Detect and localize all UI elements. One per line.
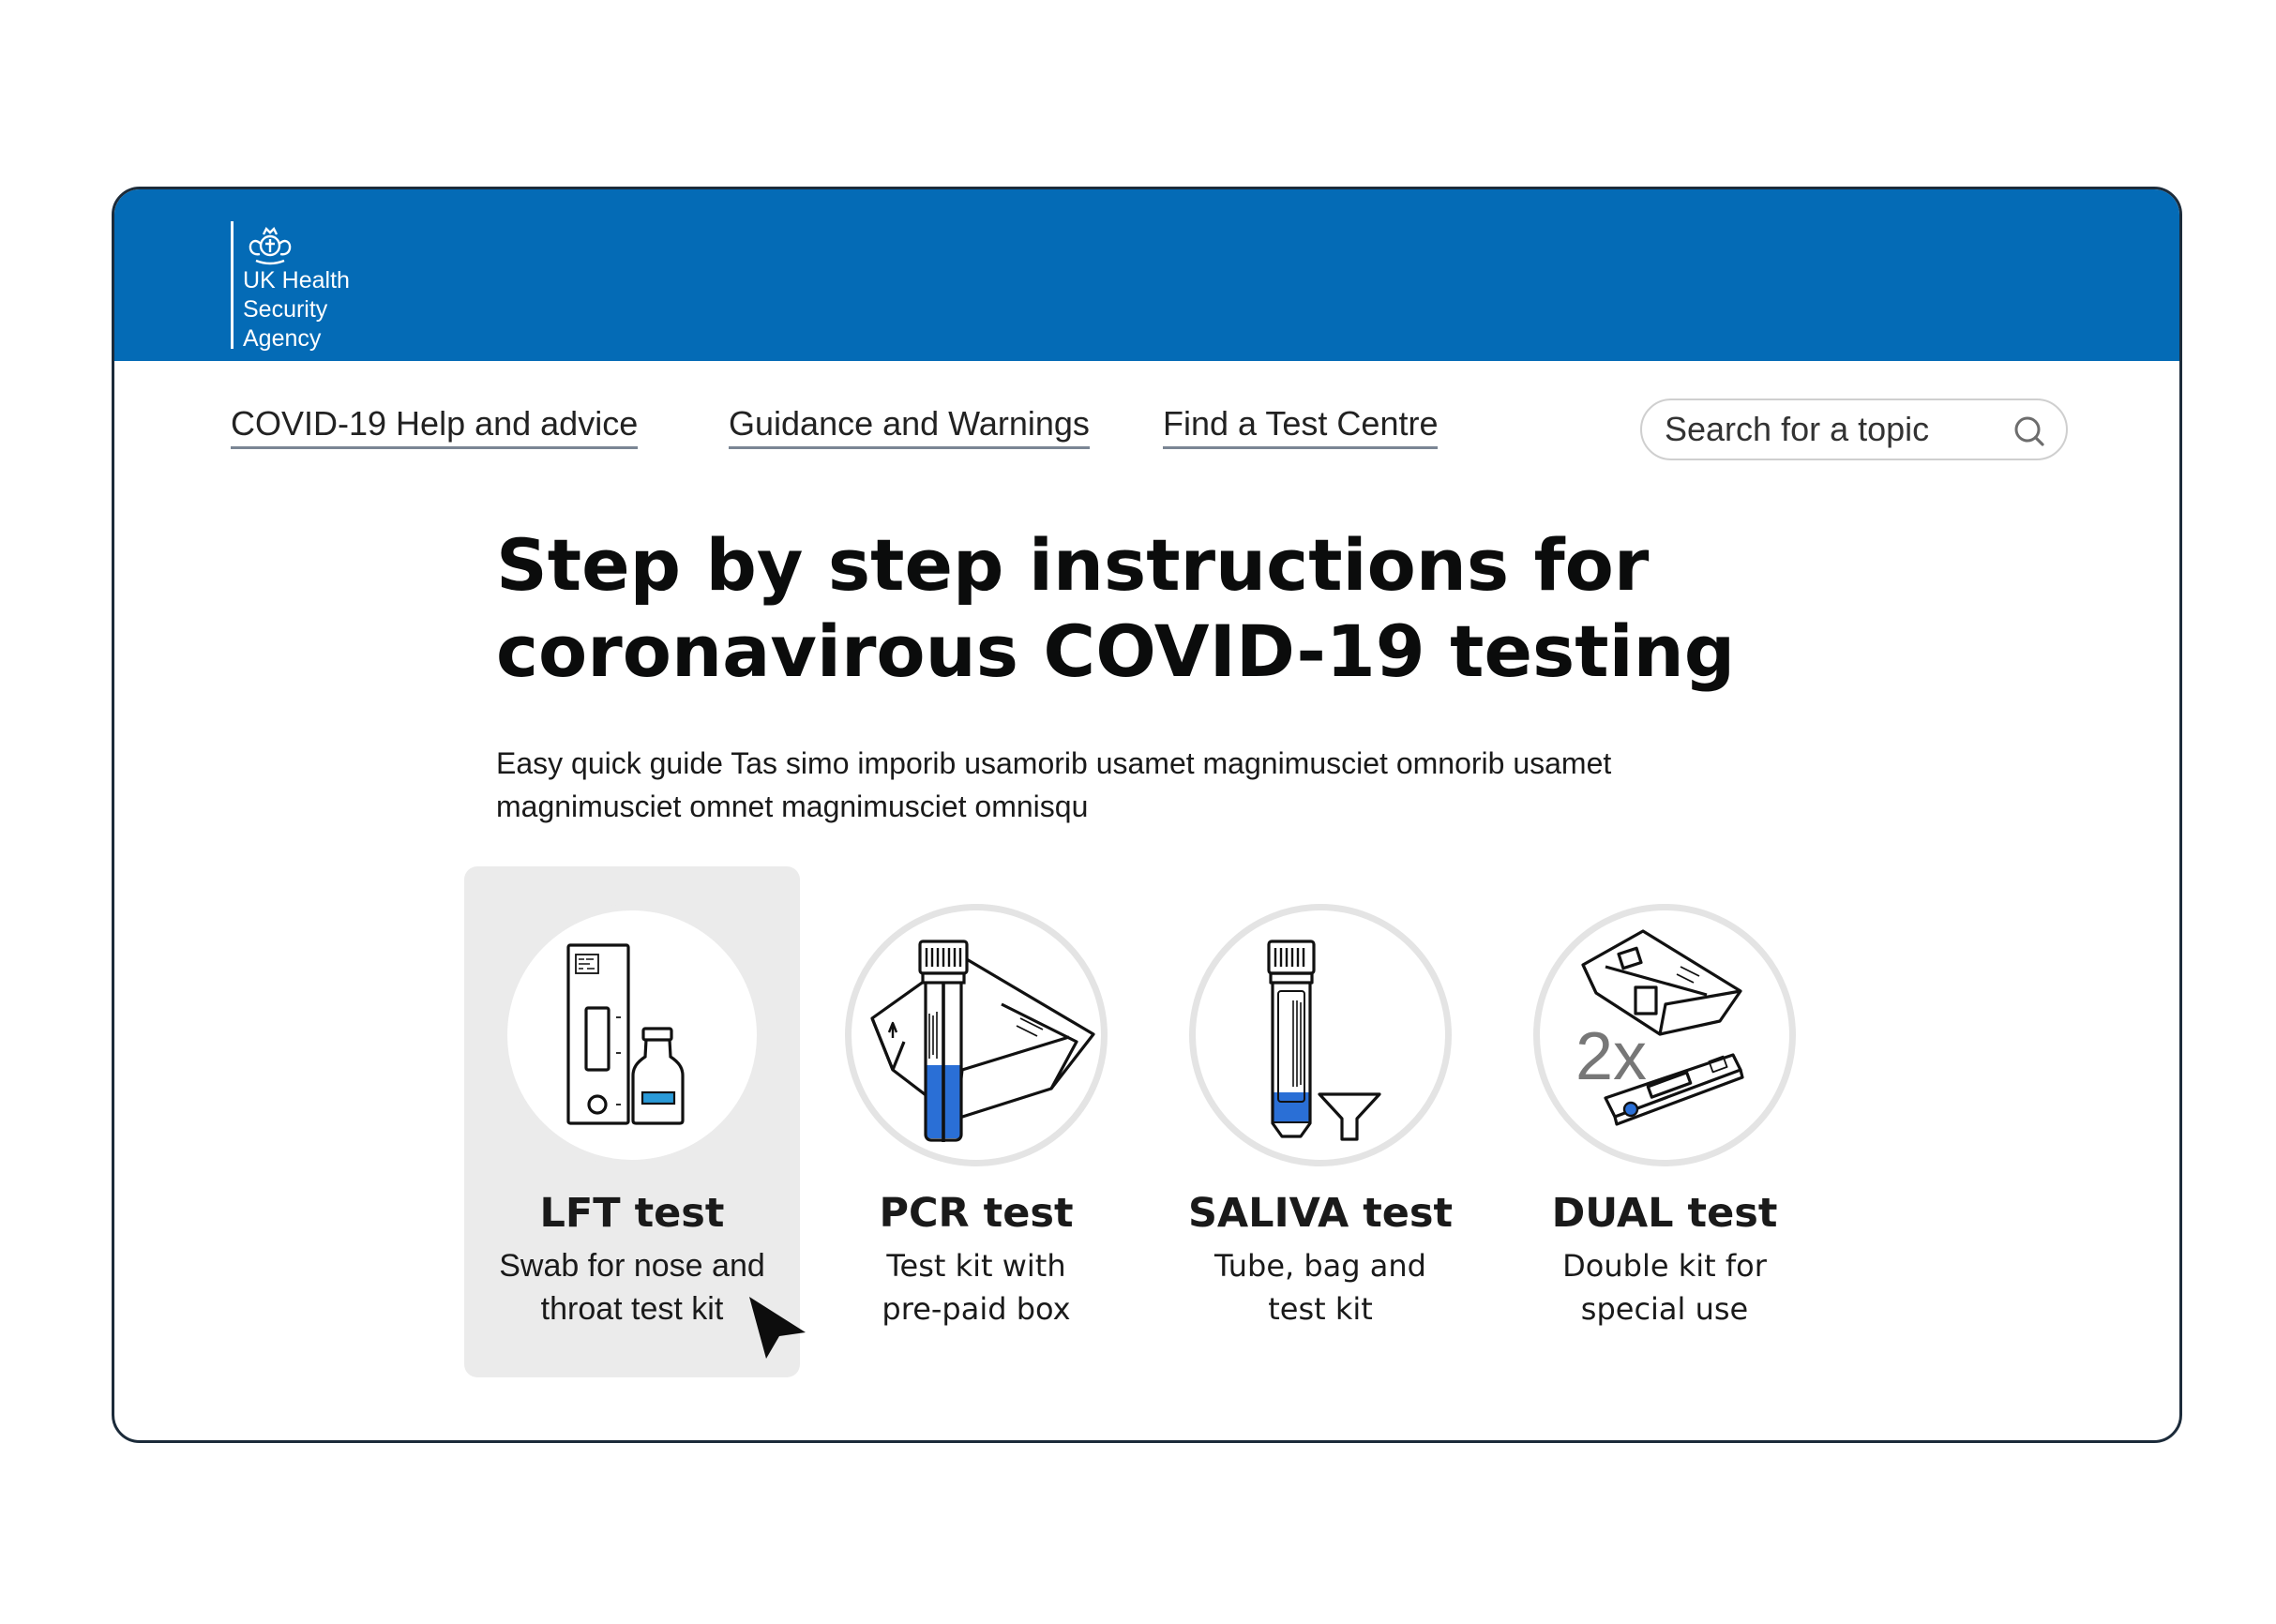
test-card-saliva[interactable] xyxy=(1153,866,1488,1377)
nav-link-guidance[interactable]: Guidance and Warnings xyxy=(729,404,1090,449)
test-card-description xyxy=(808,1244,1144,1331)
saliva-kit-icon xyxy=(1196,910,1445,1160)
test-card-description xyxy=(1497,1244,1832,1331)
test-card-pcr[interactable] xyxy=(808,866,1144,1377)
lft-kit-icon xyxy=(507,910,757,1160)
search-box xyxy=(1640,398,2068,460)
test-card-title: LFT test xyxy=(539,1190,725,1237)
ukhsa-logo[interactable] xyxy=(231,221,384,352)
intro-text xyxy=(496,742,1809,828)
test-card-image xyxy=(845,904,1108,1166)
dual-kit-icon xyxy=(1540,910,1789,1160)
test-card-description-line: Tube, bag and xyxy=(1214,1248,1426,1284)
test-card-image xyxy=(1189,904,1452,1166)
browser-window xyxy=(112,187,2182,1443)
test-card-description-line: Test kit with xyxy=(886,1248,1066,1284)
nav-link-covid-help[interactable]: COVID-19 Help and advice xyxy=(231,404,638,449)
test-card-title: DUAL test xyxy=(1551,1190,1778,1237)
test-card-description xyxy=(1153,1244,1488,1331)
page-title xyxy=(496,522,1903,695)
pcr-kit-icon xyxy=(852,910,1101,1160)
test-card-description-line: special use xyxy=(1580,1291,1749,1327)
logo-line: Agency xyxy=(243,325,322,352)
test-card-description-line: Swab for nose and xyxy=(499,1248,765,1284)
test-card-image xyxy=(1533,904,1796,1166)
logo-line: UK Health xyxy=(243,267,350,293)
test-card-description-line: pre-paid box xyxy=(882,1291,1071,1327)
test-card-description-line: test kit xyxy=(1268,1291,1373,1327)
test-card-image xyxy=(501,904,763,1166)
page-title-line: Step by step instructions for xyxy=(496,523,1650,607)
test-card-title: PCR test xyxy=(879,1190,1074,1237)
test-card-description-line: Double kit for xyxy=(1562,1248,1767,1284)
test-card-title: SALIVA test xyxy=(1187,1190,1454,1237)
test-card-dual[interactable] xyxy=(1497,866,1832,1377)
site-header xyxy=(114,189,2179,361)
main-navigation xyxy=(114,361,2179,483)
mouse-pointer-icon xyxy=(746,1293,809,1361)
intro-line: Easy quick guide Tas simo imporib usamorib usamet magnimusciet omnorib usamet xyxy=(496,746,1612,780)
test-card-description-line: throat test kit xyxy=(540,1291,724,1327)
search-icon[interactable] xyxy=(2013,415,2045,447)
royal-crest-icon xyxy=(243,223,297,266)
page-title-line: coronavirous COVID-19 testing xyxy=(496,609,1736,693)
logo-line: Security xyxy=(243,296,328,323)
nav-link-test-centre[interactable]: Find a Test Centre xyxy=(1163,404,1438,449)
search-input[interactable] xyxy=(1665,408,2002,451)
dual-kit-count: 2x xyxy=(1575,1019,1648,1094)
intro-line: magnimusciet omnet magnimusciet omnisqu xyxy=(496,789,1089,823)
